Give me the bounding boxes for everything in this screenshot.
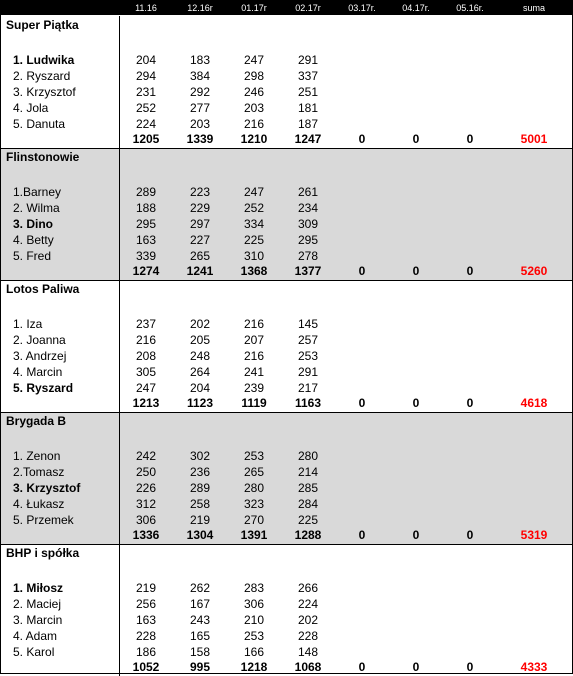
- player-score: 224: [297, 597, 319, 611]
- player-score: 277: [189, 101, 211, 115]
- team-total: 0: [412, 132, 420, 146]
- team-block: [1, 148, 572, 280]
- player-name: 1. Ludwika: [13, 53, 75, 67]
- team-total: 1274: [132, 264, 160, 278]
- team-name: Flinstonowie: [6, 150, 80, 164]
- player-score: 223: [189, 185, 211, 199]
- player-name: 2. Maciej: [13, 597, 62, 611]
- name-column-divider: [119, 148, 120, 280]
- player-score: 253: [297, 349, 319, 363]
- team-separator: [1, 280, 572, 281]
- player-name: 1. Miłosz: [13, 581, 64, 595]
- header-divider: [119, 1, 120, 15]
- team-separator: [1, 412, 572, 413]
- player-score: 248: [189, 349, 211, 363]
- player-score: 216: [135, 333, 157, 347]
- player-name: 5. Przemek: [13, 513, 74, 527]
- player-name: 3. Krzysztof: [13, 481, 81, 495]
- player-score: 165: [189, 629, 211, 643]
- team-total: 1119: [241, 396, 267, 410]
- column-header-8: suma: [522, 3, 545, 13]
- player-name: 2. Joanna: [13, 333, 66, 347]
- player-score: 292: [189, 85, 211, 99]
- team-suma: 5319: [520, 528, 548, 542]
- team-total: 0: [358, 132, 366, 146]
- player-score: 203: [243, 101, 265, 115]
- player-name: 1. Iza: [13, 317, 43, 331]
- player-score: 228: [297, 629, 319, 643]
- team-suma: 4333: [520, 660, 548, 674]
- team-total: 1210: [240, 132, 268, 146]
- player-name: 3. Dino: [13, 217, 54, 231]
- player-score: 202: [189, 317, 211, 331]
- player-score: 186: [135, 645, 157, 659]
- player-score: 231: [135, 85, 157, 99]
- team-total: 0: [358, 396, 366, 410]
- player-name: 4. Betty: [13, 233, 54, 247]
- player-name: 2.Tomasz: [13, 465, 65, 479]
- player-score: 163: [135, 233, 157, 247]
- column-header-2: 12.16r: [187, 3, 213, 13]
- team-total: 1068: [294, 660, 322, 674]
- player-score: 219: [189, 513, 211, 527]
- team-block: [1, 280, 572, 412]
- player-score: 234: [297, 201, 319, 215]
- player-score: 253: [243, 629, 265, 643]
- team-total: 1368: [240, 264, 268, 278]
- player-score: 251: [297, 85, 319, 99]
- player-score: 258: [189, 497, 211, 511]
- column-header-7: 05.16r.: [456, 3, 484, 13]
- team-name: Lotos Paliwa: [6, 282, 80, 296]
- name-column-divider: [119, 412, 120, 544]
- player-name: 3. Krzysztof: [13, 85, 76, 99]
- team-total: 0: [412, 660, 420, 674]
- team-total: 1304: [186, 528, 214, 542]
- team-block: [1, 412, 572, 544]
- team-total: 0: [358, 528, 366, 542]
- player-score: 242: [135, 449, 157, 463]
- player-score: 237: [135, 317, 157, 331]
- player-score: 261: [297, 185, 319, 199]
- team-total: 1377: [294, 264, 322, 278]
- team-name: Super Piątka: [6, 18, 79, 32]
- player-score: 295: [297, 233, 319, 247]
- team-suma: 5001: [520, 132, 548, 146]
- player-name: 5. Fred: [13, 249, 52, 263]
- team-total: 0: [466, 264, 474, 278]
- player-score: 216: [243, 317, 265, 331]
- player-score: 229: [189, 201, 211, 215]
- player-score: 278: [297, 249, 319, 263]
- team-block: [1, 544, 572, 676]
- column-header-4: 02.17r: [295, 3, 321, 13]
- player-score: 183: [189, 53, 211, 67]
- player-score: 298: [243, 69, 265, 83]
- player-score: 291: [297, 365, 319, 379]
- team-name: Brygada B: [6, 414, 67, 428]
- player-score: 339: [135, 249, 157, 263]
- player-score: 246: [243, 85, 265, 99]
- player-score: 265: [243, 465, 265, 479]
- player-score: 243: [189, 613, 211, 627]
- player-score: 216: [243, 117, 265, 131]
- team-total: 0: [466, 132, 474, 146]
- player-score: 247: [135, 381, 157, 395]
- team-total: 1391: [240, 528, 268, 542]
- team-total: 0: [358, 264, 366, 278]
- column-header-1: 11.16: [135, 3, 157, 13]
- player-score: 158: [189, 645, 211, 659]
- player-score: 297: [189, 217, 211, 231]
- team-block: [1, 16, 572, 148]
- column-header-6: 04.17r.: [402, 3, 430, 13]
- player-score: 166: [243, 645, 265, 659]
- player-score: 145: [297, 317, 319, 331]
- player-score: 208: [135, 349, 157, 363]
- player-score: 204: [189, 381, 211, 395]
- player-score: 148: [297, 645, 319, 659]
- player-score: 224: [135, 117, 157, 131]
- player-name: 4. Adam: [13, 629, 58, 643]
- player-score: 187: [297, 117, 319, 131]
- team-total: 1205: [132, 132, 160, 146]
- player-score: 294: [135, 69, 157, 83]
- player-score: 163: [135, 613, 157, 627]
- player-score: 236: [189, 465, 211, 479]
- player-score: 309: [297, 217, 319, 231]
- player-score: 291: [297, 53, 319, 67]
- team-total: 1052: [132, 660, 160, 674]
- player-score: 225: [243, 233, 265, 247]
- player-name: 5. Karol: [13, 645, 55, 659]
- player-name: 1.Barney: [13, 185, 62, 199]
- player-name: 5. Ryszard: [13, 381, 74, 395]
- player-score: 188: [135, 201, 157, 215]
- player-score: 280: [297, 449, 319, 463]
- player-score: 280: [243, 481, 265, 495]
- team-suma: 5260: [520, 264, 548, 278]
- player-score: 226: [135, 481, 157, 495]
- player-score: 283: [243, 581, 265, 595]
- team-total: 1123: [186, 396, 214, 410]
- team-separator: [1, 544, 572, 545]
- player-score: 252: [243, 201, 265, 215]
- team-suma: 4618: [520, 396, 548, 410]
- player-score: 295: [135, 217, 157, 231]
- name-column-divider: [119, 280, 120, 412]
- player-score: 228: [135, 629, 157, 643]
- team-total: 0: [466, 528, 474, 542]
- player-score: 167: [189, 597, 211, 611]
- player-score: 312: [135, 497, 157, 511]
- player-score: 323: [243, 497, 265, 511]
- player-score: 264: [189, 365, 211, 379]
- player-score: 227: [189, 233, 211, 247]
- player-score: 247: [243, 185, 265, 199]
- player-score: 207: [243, 333, 265, 347]
- player-score: 214: [297, 465, 319, 479]
- player-name: 3. Andrzej: [13, 349, 67, 363]
- team-total: 1247: [294, 132, 322, 146]
- player-score: 205: [189, 333, 211, 347]
- player-score: 305: [135, 365, 157, 379]
- player-score: 247: [243, 53, 265, 67]
- player-score: 265: [189, 249, 211, 263]
- player-score: 306: [135, 513, 157, 527]
- player-name: 2. Ryszard: [13, 69, 71, 83]
- player-score: 310: [243, 249, 265, 263]
- column-header-3: 01.17r: [241, 3, 267, 13]
- team-total: 0: [412, 528, 420, 542]
- player-name: 4. Marcin: [13, 365, 63, 379]
- player-name: 2. Wilma: [13, 201, 60, 215]
- team-total: 1339: [186, 132, 214, 146]
- player-score: 262: [189, 581, 211, 595]
- player-score: 216: [243, 349, 265, 363]
- name-column-divider: [119, 16, 120, 148]
- player-name: 4. Łukasz: [13, 497, 65, 511]
- player-score: 256: [135, 597, 157, 611]
- team-total: 0: [412, 396, 420, 410]
- team-total: 1241: [186, 264, 214, 278]
- player-score: 337: [297, 69, 319, 83]
- player-score: 252: [135, 101, 157, 115]
- team-total: 0: [412, 264, 420, 278]
- team-total: 1288: [294, 528, 322, 542]
- player-score: 239: [243, 381, 265, 395]
- team-name: BHP i spółka: [6, 546, 80, 560]
- player-score: 225: [297, 513, 319, 527]
- player-score: 203: [189, 117, 211, 131]
- player-score: 302: [189, 449, 211, 463]
- player-score: 219: [135, 581, 157, 595]
- team-total: 0: [466, 660, 474, 674]
- name-column-divider: [119, 544, 120, 676]
- player-score: 285: [297, 481, 319, 495]
- team-total: 995: [189, 660, 211, 674]
- player-score: 266: [297, 581, 319, 595]
- player-score: 384: [189, 69, 211, 83]
- team-total: 1218: [240, 660, 268, 674]
- team-total: 1213: [132, 396, 160, 410]
- player-score: 204: [135, 53, 157, 67]
- player-score: 250: [135, 465, 157, 479]
- player-name: 1. Zenon: [13, 449, 61, 463]
- team-separator: [1, 148, 572, 149]
- player-score: 181: [297, 101, 319, 115]
- player-name: 3. Marcin: [13, 613, 63, 627]
- player-name: 5. Danuta: [13, 117, 66, 131]
- player-score: 257: [297, 333, 319, 347]
- player-score: 289: [189, 481, 211, 495]
- team-total: 0: [466, 396, 474, 410]
- player-score: 334: [243, 217, 265, 231]
- player-score: 270: [243, 513, 265, 527]
- player-score: 253: [243, 449, 265, 463]
- team-total: 1336: [132, 528, 160, 542]
- team-total: 0: [358, 660, 366, 674]
- player-score: 217: [297, 381, 319, 395]
- player-score: 306: [243, 597, 265, 611]
- player-score: 241: [243, 365, 265, 379]
- column-header-row: [1, 1, 572, 15]
- column-header-5: 03.17r.: [348, 3, 376, 13]
- player-score: 210: [243, 613, 265, 627]
- player-score: 202: [297, 613, 319, 627]
- team-total: 1163: [294, 396, 322, 410]
- player-score: 284: [297, 497, 319, 511]
- player-score: 289: [135, 185, 157, 199]
- player-name: 4. Jola: [13, 101, 49, 115]
